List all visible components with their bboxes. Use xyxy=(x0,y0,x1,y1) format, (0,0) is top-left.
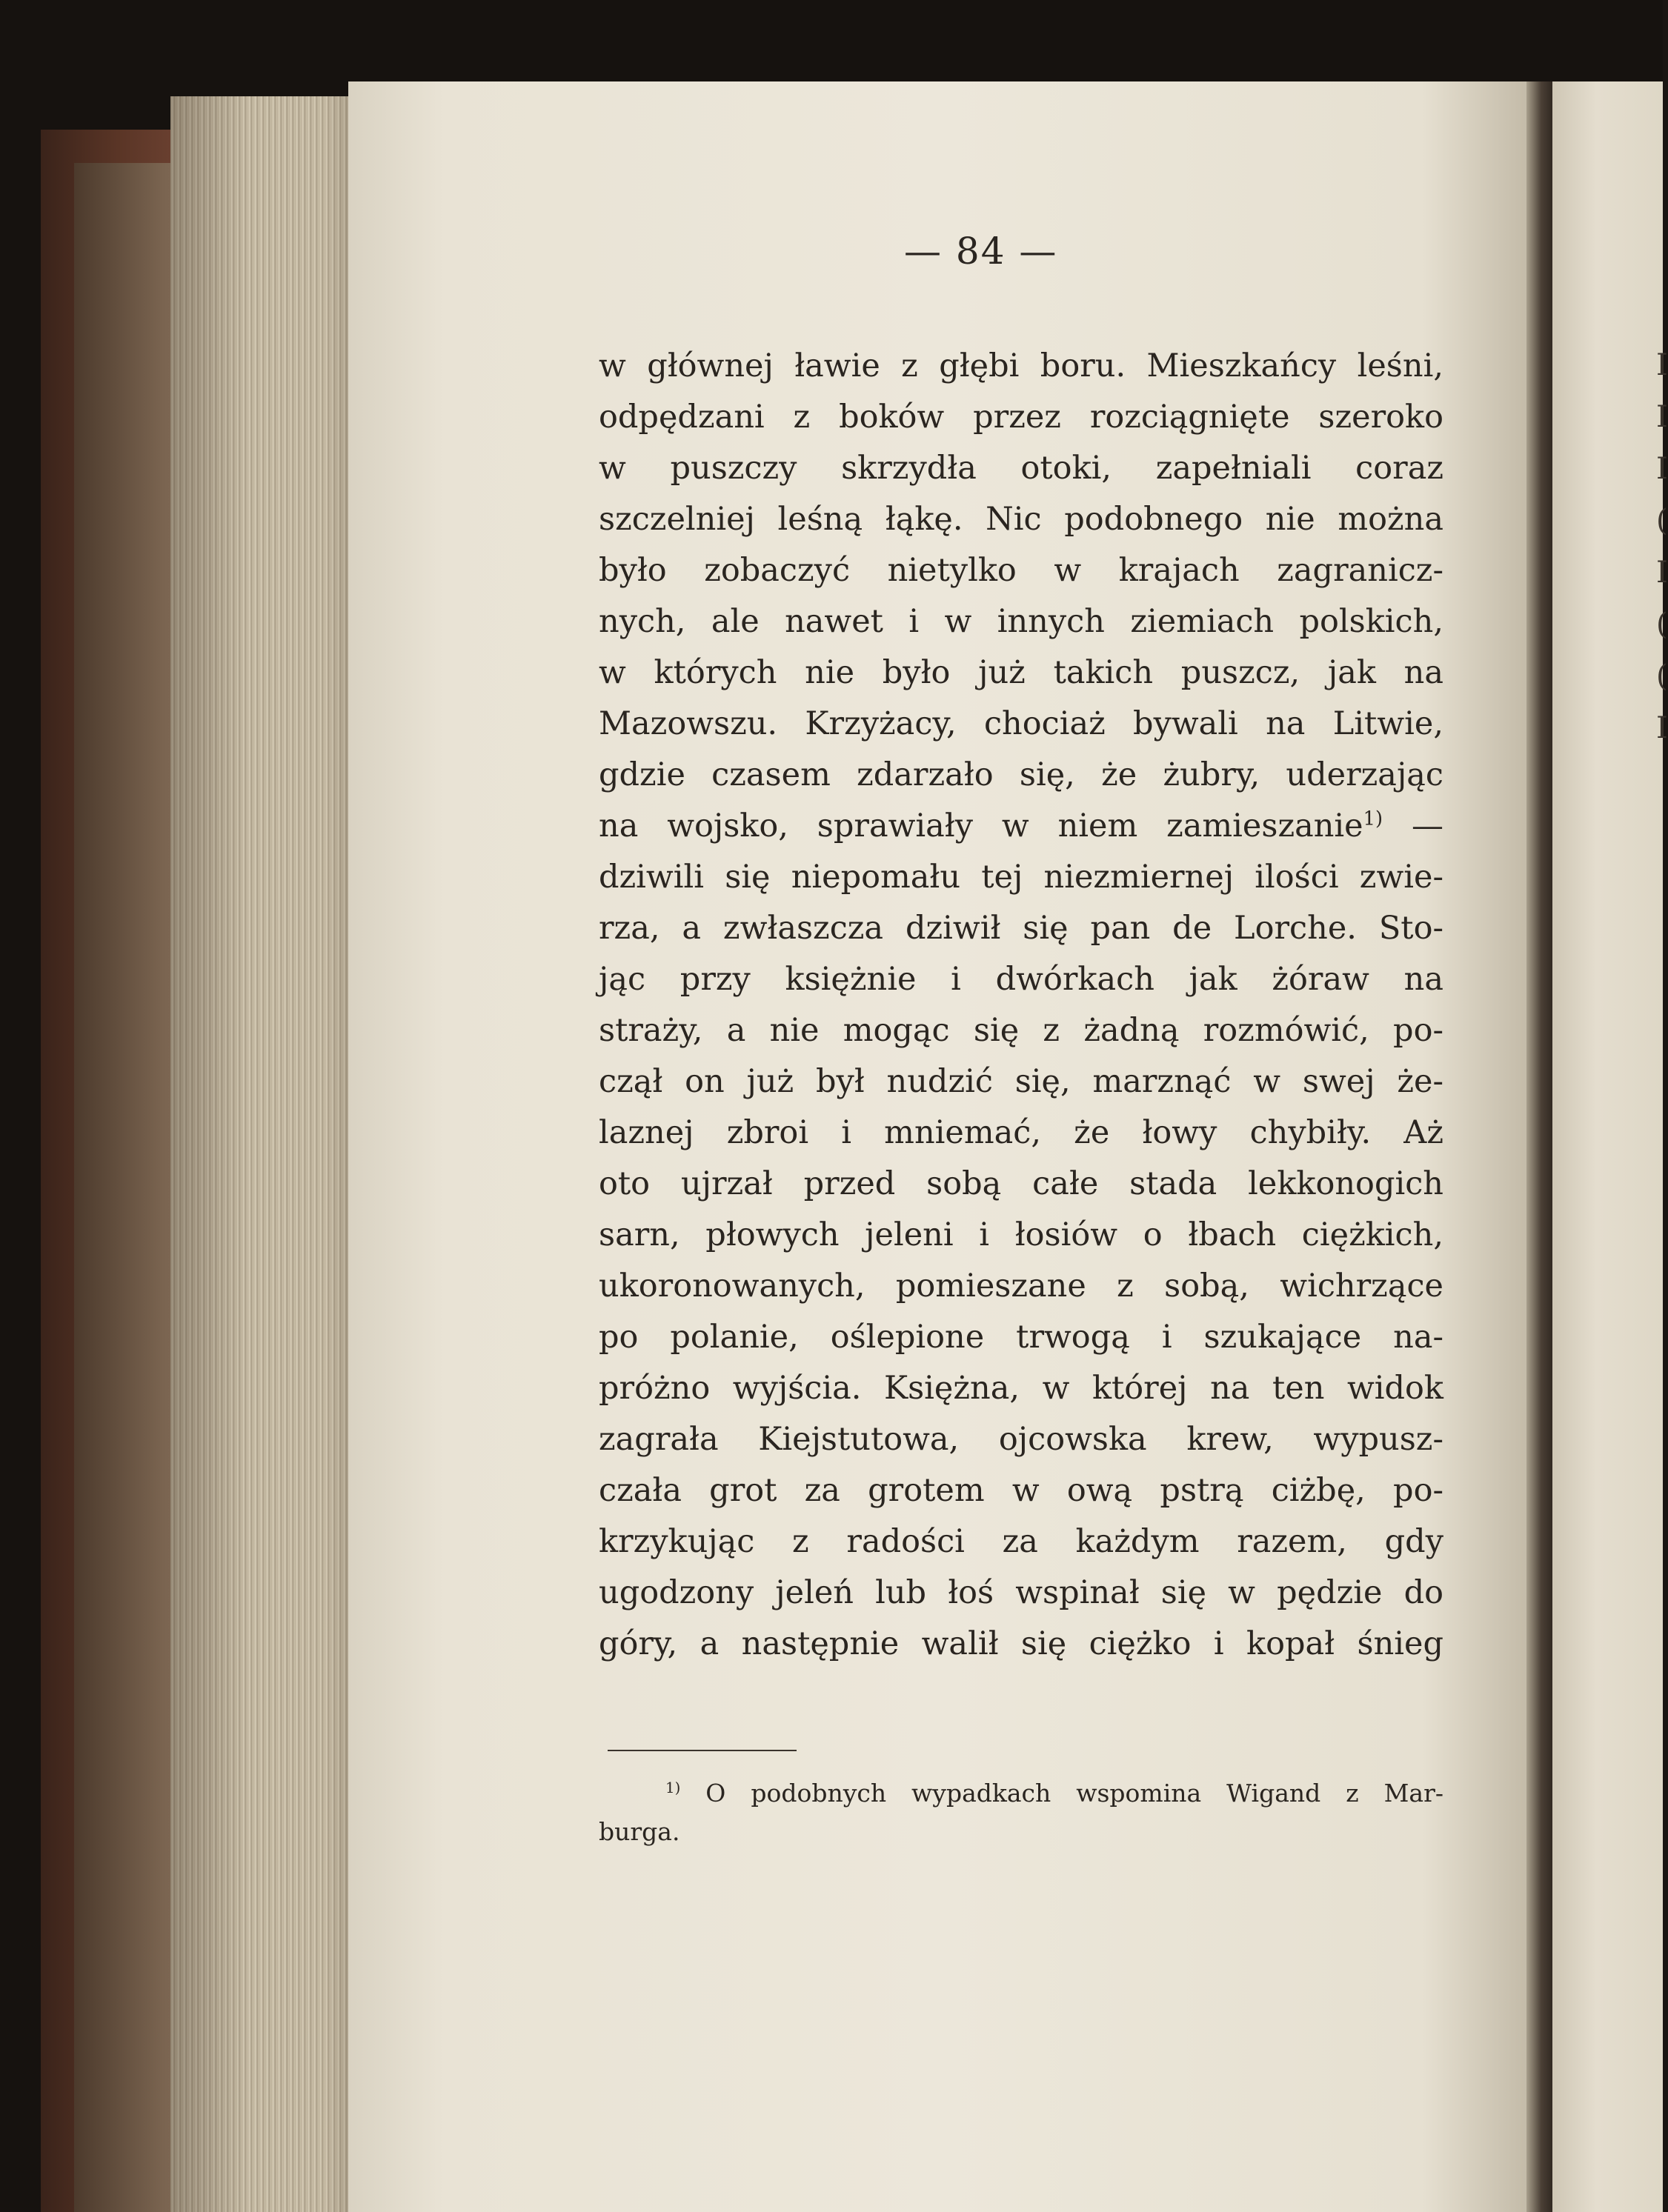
text-line-segment: na wojsko, sprawiały w niem zamieszanie xyxy=(599,807,1363,845)
text-line: oto ujrzał przed sobą całe stada lekkonogich xyxy=(599,1165,1443,1202)
text-line: szczelniej leśną łąkę. Nic podobnego nie można xyxy=(599,501,1443,538)
text-line: zagrała Kiejstutowa, ojcowska krew, wypusz- xyxy=(599,1421,1443,1458)
text-line: rza, a zwłaszcza dziwił się pan de Lorche. Sto- xyxy=(599,910,1443,947)
text-line: sarn, płowych jeleni i łosiów o łbach ciężkich, xyxy=(599,1216,1443,1253)
footnote xyxy=(599,1774,1443,1851)
text-line: góry, a następnie walił się ciężko i kopał śnieg xyxy=(599,1625,1443,1662)
text-line: w głównej ławie z głębi boru. Mieszkańcy leśni, xyxy=(599,347,1443,384)
text-line: gdzie czasem zdarzało się, że żubry, uderzając xyxy=(599,756,1443,793)
text-line: Mazowszu. Krzyżacy, chociaż bywali na Litwie, xyxy=(599,705,1443,742)
footnote-reference: 1) xyxy=(1363,807,1383,830)
text-line: laznej zbroi i mniemać, że łowy chybiły. Aż xyxy=(599,1114,1443,1151)
body-text xyxy=(599,341,1443,1670)
facing-page-glyph: I xyxy=(1656,400,1668,434)
text-line: odpędzani z boków przez rozciągnięte szeroko xyxy=(599,399,1443,436)
text-line: straży, a nie mogąc się z żadną rozmówić, po- xyxy=(599,1012,1443,1049)
footnote-divider xyxy=(608,1750,797,1751)
page-number: — 84 — xyxy=(904,230,1058,273)
text-line: ugodzony jeleń lub łoś wspinał się w pędzie do xyxy=(599,1574,1443,1611)
facing-page-glyph: I xyxy=(1656,348,1668,382)
text-line: czała grot za grotem w ową pstrą ciżbę, po- xyxy=(599,1472,1443,1509)
text-line: próżno wyjścia. Księżna, w której na ten widok xyxy=(599,1370,1443,1407)
footnote-line xyxy=(599,1774,1443,1813)
facing-page-glyph: ( xyxy=(1656,504,1668,538)
text-line: po polanie, oślepione trwogą i szukające na- xyxy=(599,1319,1443,1356)
text-line: krzykując z radości za każdym razem, gdy xyxy=(599,1523,1443,1560)
facing-page-glyph: ( xyxy=(1656,607,1668,642)
text-line: czął on już był nudzić się, marznąć w swej że- xyxy=(599,1063,1443,1100)
facing-page-glyph: ( xyxy=(1656,659,1668,693)
text-line: nych, ale nawet i w innych ziemiach polskich, xyxy=(599,603,1443,640)
facing-page-edge xyxy=(1552,81,1668,2212)
footnote-line: burga. xyxy=(599,1817,680,1846)
page-edges xyxy=(170,96,363,2212)
text-line: w puszczy skrzydła otoki, zapełniali coraz xyxy=(599,450,1443,487)
text-line: było zobaczyć nietylko w krajach zagranicz- xyxy=(599,552,1443,589)
text-line: jąc przy księżnie i dwórkach jak żóraw na xyxy=(599,961,1443,998)
footnote-text: O podobnych wypadkach wspomina Wigand z Mar- xyxy=(705,1779,1443,1808)
text-line: ukoronowanych, pomieszane z sobą, wichrzące xyxy=(599,1267,1443,1305)
text-line-with-footnote xyxy=(599,801,1443,852)
book-gutter xyxy=(1526,81,1556,2212)
text-line: dziwili się niepomału tej niezmiernej ilości zwie- xyxy=(599,859,1443,896)
facing-page-glyph: I xyxy=(1656,452,1668,486)
text-line: w których nie było już takich puszcz, jak na xyxy=(599,654,1443,691)
facing-page-glyph: I xyxy=(1656,711,1668,745)
text-line-dash: — xyxy=(1383,807,1443,845)
footnote-marker: 1) xyxy=(665,1779,681,1796)
facing-page-glyph: I xyxy=(1656,556,1668,590)
